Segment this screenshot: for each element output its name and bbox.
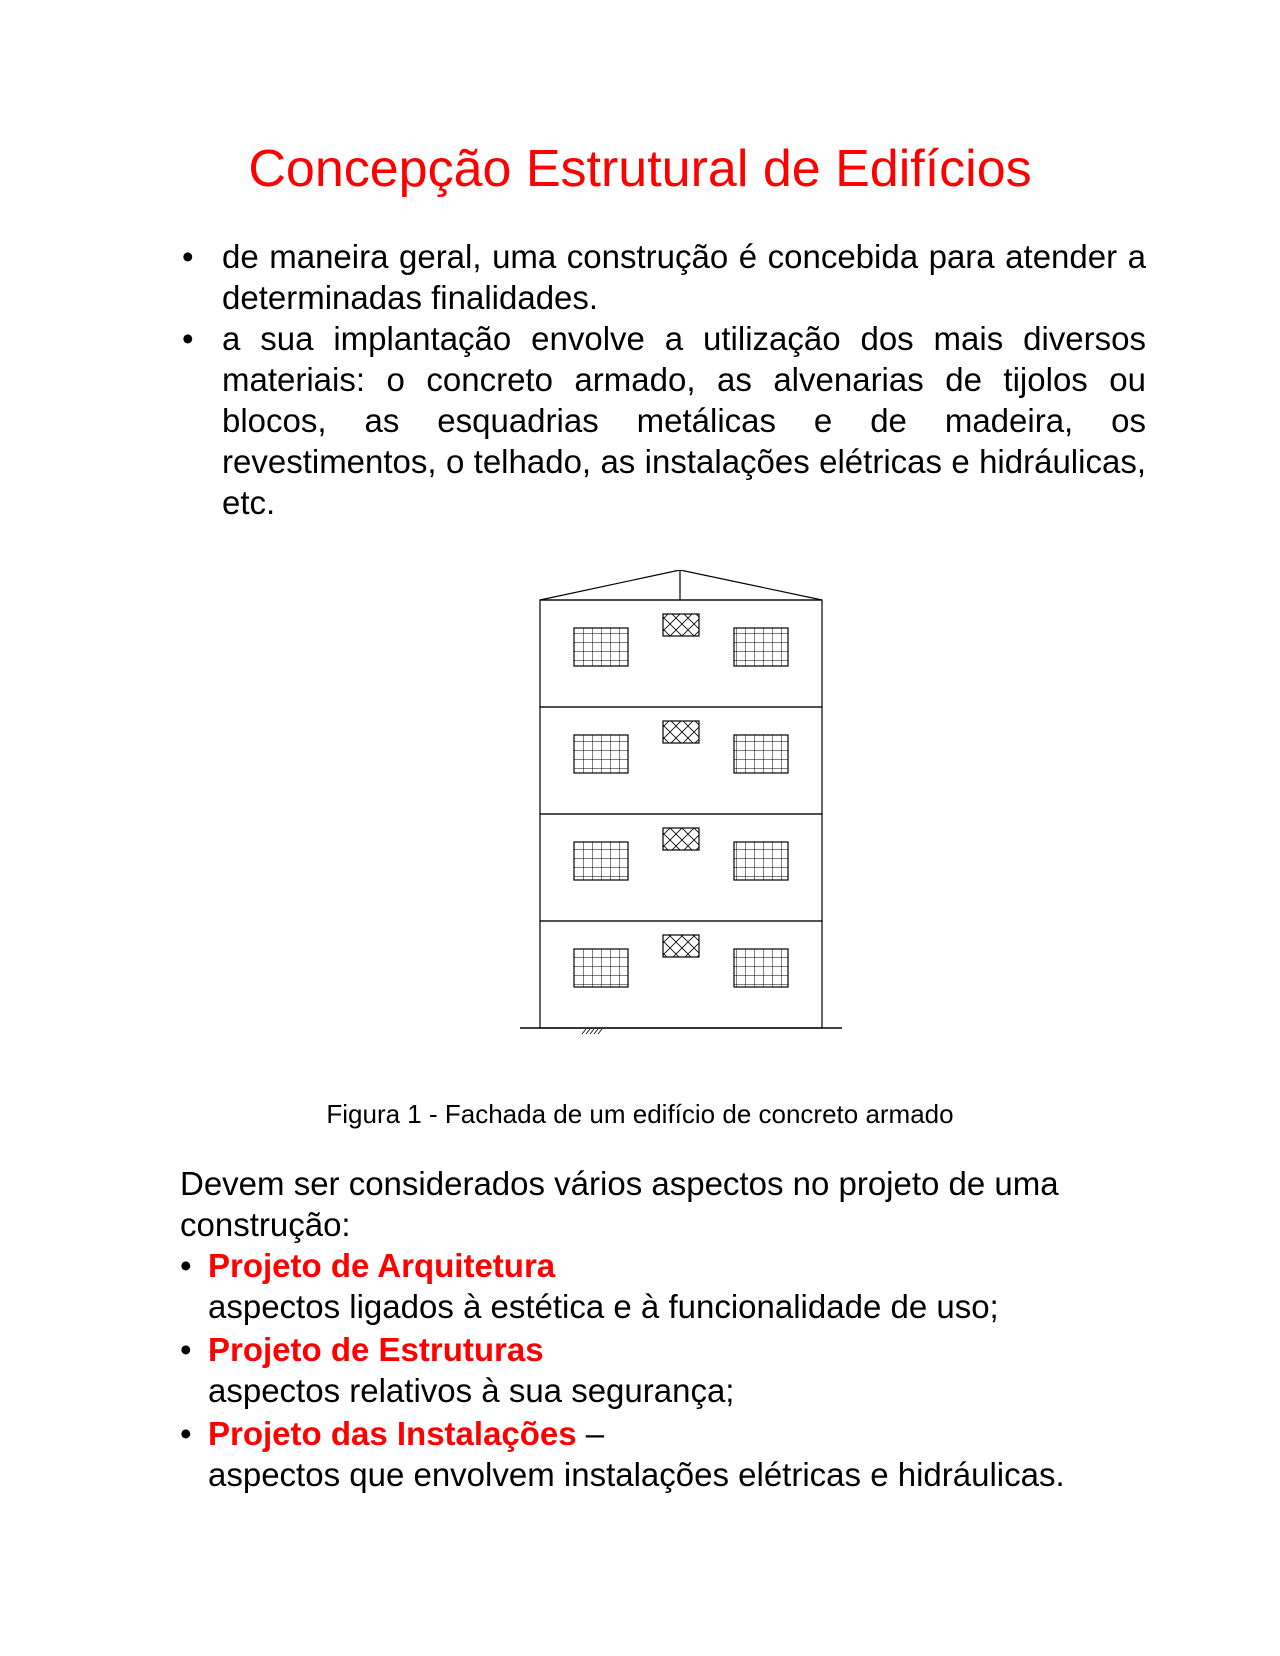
- building-floors: [540, 600, 822, 1028]
- aspect-description: aspectos que envolvem instalações elétricas e hidráulicas.: [208, 1456, 1065, 1493]
- building-floor: [540, 814, 822, 921]
- aspect-title: Projeto de Estruturas: [208, 1331, 544, 1368]
- aspect-description: aspectos ligados à estética e à funcionalidade de uso;: [208, 1288, 999, 1325]
- intro-bullet-item: [180, 318, 1146, 523]
- building-facade-figure: [520, 570, 880, 1070]
- window-left: [574, 842, 628, 880]
- aspects-list: [180, 1245, 1140, 1497]
- window-right: [734, 735, 788, 773]
- bullet-icon: •: [180, 1415, 192, 1452]
- aspect-suffix: –: [576, 1415, 605, 1452]
- window-left: [574, 735, 628, 773]
- aspect-title: Projeto das Instalações: [208, 1415, 577, 1452]
- bullet-icon: •: [182, 320, 194, 357]
- vent-window: [663, 614, 699, 636]
- intro-bullet-text: de maneira geral, uma construção é concebida para atender a determinadas finalidades.: [222, 238, 1146, 316]
- vent-window: [663, 721, 699, 743]
- intro-bullet-text: a sua implantação envolve a utilização dos mais diversos materiais: o concreto armado, as alvenarias de tijolos ou blocos, as esquadrias metálicas e de madeira, os revestimentos, o telhado, as instalações elétricas e hidráulicas, etc.: [222, 320, 1146, 521]
- bullet-icon: •: [182, 238, 194, 275]
- intro-bullet-item: [180, 236, 1146, 318]
- ground-hatch: [582, 1029, 602, 1034]
- intro-bullet-list: [180, 236, 1146, 523]
- vent-window: [663, 935, 699, 957]
- aspect-title: Projeto de Arquitetura: [208, 1247, 556, 1284]
- building-floor: [540, 921, 822, 1028]
- aspect-item: [180, 1413, 1140, 1495]
- window-left: [574, 628, 628, 666]
- window-right: [734, 842, 788, 880]
- page-title: Concepção Estrutural de Edifícios: [248, 140, 1032, 198]
- aspect-item: [180, 1245, 1140, 1327]
- building-floor: [540, 600, 822, 707]
- aspect-item: [180, 1329, 1140, 1411]
- bullet-icon: •: [180, 1247, 192, 1284]
- bullet-icon: •: [180, 1331, 192, 1368]
- figure-caption: Figura 1 - Fachada de um edifício de concreto armado: [326, 1099, 954, 1129]
- vent-window: [663, 828, 699, 850]
- window-left: [574, 949, 628, 987]
- aspect-description: aspectos relativos à sua segurança;: [208, 1372, 735, 1409]
- roof: [540, 570, 822, 600]
- building-floor: [540, 707, 822, 814]
- aspects-intro: Devem ser considerados vários aspectos no projeto de uma construção:: [180, 1165, 1059, 1243]
- window-right: [734, 949, 788, 987]
- window-right: [734, 628, 788, 666]
